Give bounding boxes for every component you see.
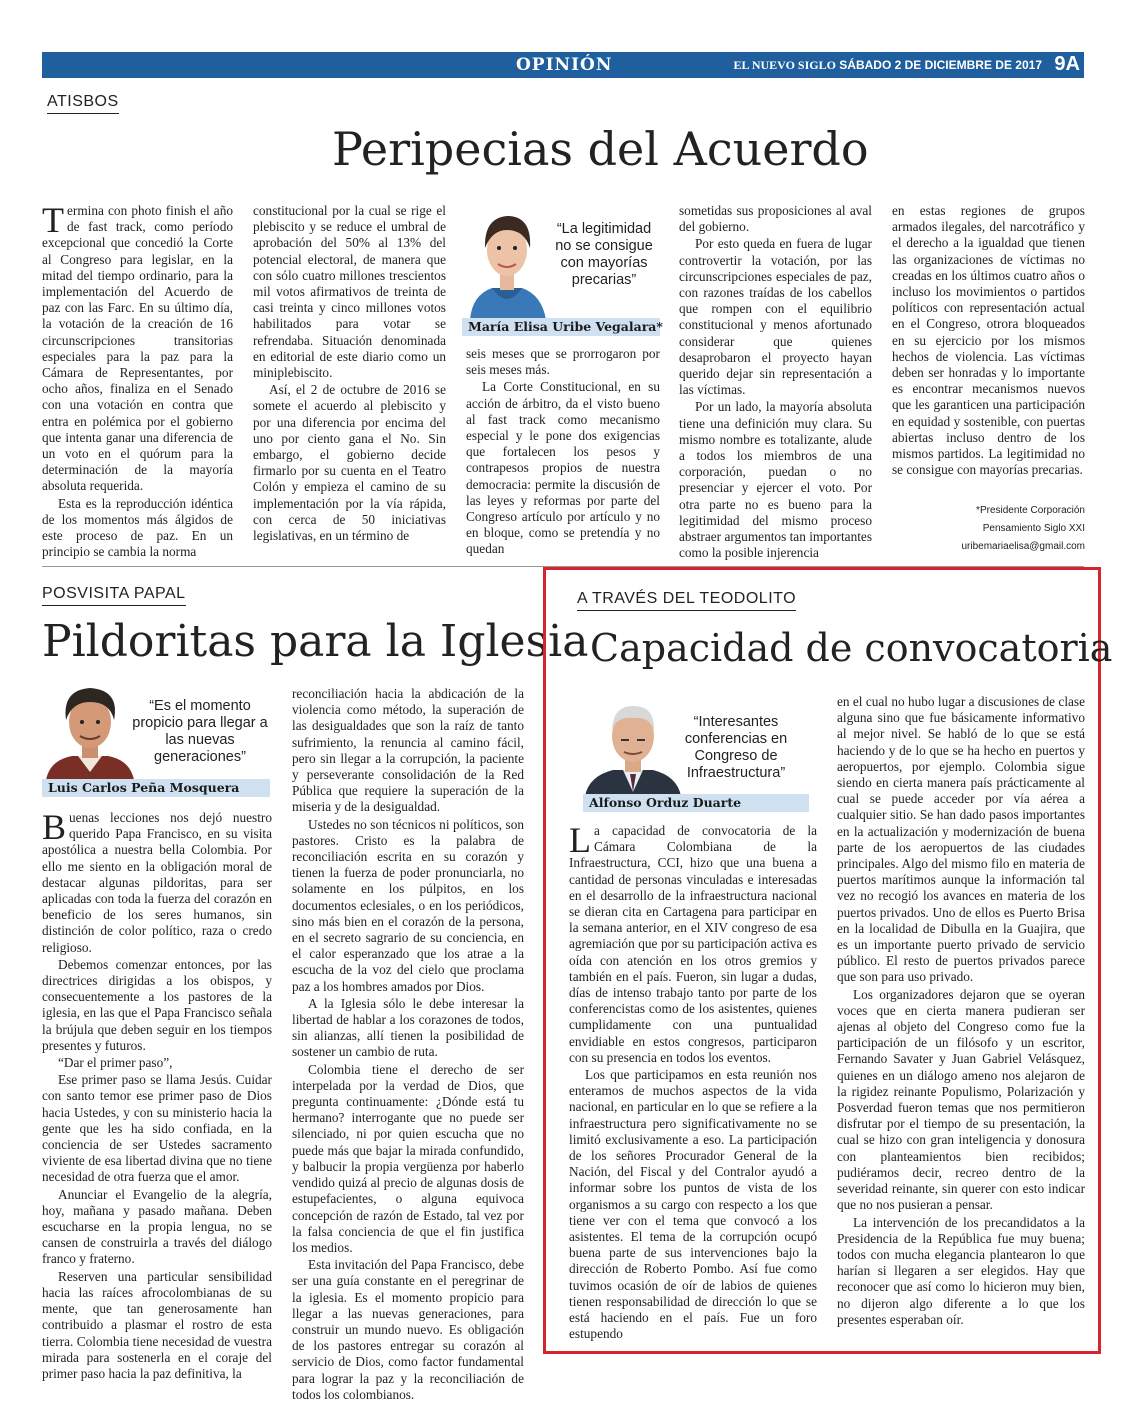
article1-signature <box>892 502 1085 556</box>
article3-author-name: Alfonso Orduz Duarte <box>583 794 809 812</box>
article1-headline: Peripecias del Acuerdo <box>332 122 869 176</box>
article3-col1-p2: Los que participamos en esta reunión nos enteramos de muchos aspectos de la vida nacional, en particular en lo que se refiere a la infraestructura pero significativamente no se limitó exclusivamente a eso. La participación de los señores Procurador General de la Nación, del Fiscal y del Contralor ayudó a informar sobre los puntos de vista de los organismos a su cargo con respecto a los que tiene ver con el tema que convocó a los asistentes. El tema de la corrupción ocupó buena parte de sus intervenciones bajo la dirección de Roberto Pombo. Así fue como tuvimos ocasión de oír de labios de quienes tienen responsabilidad de dirección lo que se está haciendo en el país. Fue un foro estupendo <box>569 1067 817 1342</box>
article3-col2-p3: La intervención de los precandidatos a la Presidencia de la República fue muy buena; todos con mucha elegancia plantearon lo que harían si llegaren a ser elegidos. Hay que reconocer que así como lo hicieron muy bien, no dijeron algo diferente a lo que los presentes esperaban oír. <box>837 1214 1085 1327</box>
article1-column-5 <box>892 203 1085 503</box>
article3-dropcap: L <box>569 820 591 860</box>
article3-column-1 <box>569 820 817 1345</box>
article2-kicker: POSVISITA PAPAL <box>42 585 186 606</box>
article3-col1-p1: a capacidad de convocatoria de la Cámara Colombiana de la Infraestructura, CCI, hizo que una buena a cantidad de personas vinculadas e interesadas en el desarrollo de la infraestructura nacional se dieran cita en Cartagena para participar en la semana anterior, en el XIV congreso de esa agremiación que por su participación activa es oída con atención en los otros gremios y también en el país. Fueron, sin lugar a dudas, días de intenso trabajo tanto por parte de los conferencistas como de los asistentes, quienes cumplidamente con una puntualidad envidiable en estos congresos, participaron con su presencia en todos los eventos. <box>569 823 817 1065</box>
article1-author-name: María Elisa Uribe Vegalara* <box>462 318 660 336</box>
article2-col2-p3: A la Iglesia sólo le debe interesar la libertad de hablar a los corazones de todos, sin alianzas, allí tienen la posibilidad de sostener un cambio de ruta. <box>292 995 524 1060</box>
article3-col2-p1: en el cual no hubo lugar a discusiones de clase alguna sino que fue básicamente informativo al mejor nivel. Se habló de lo que se está haciendo y de lo que se ha hecho en puertos y aeropuertos, por ejemplo. Colombia sigue siendo en cierta manera país prácticamente al cual se puede acceder por vía aérea a cualquier sitio. Se han dado pasos importantes en la actualización y modernización de buena parte de los aeropuertos de las ciudades principales. Algo del mismo filo en materia de puertos marítimos aunque la información tal vez no recogió los avances en materia de los puertos privados. Uno de ellos es Puerto Brisa en la localidad de Dibulla en la Guajira, que es un importante puerto privado de servicio público. El resto de puertos privados parece que son para uso privado. <box>837 694 1085 985</box>
article2-col2-p1: reconciliación hacia la abdicación de la violencia como método, la superación de las desigualdades que son la raíz de tanto sufrimiento, la renuncia al camino fácil, pero sin llegar a la corrupción, la paciente y perseverante consolidación de la Red Pública que requiere la superación de la miseria y de la desigualdad. <box>292 686 524 815</box>
article2-headline: Pildoritas para la Iglesia <box>42 616 589 667</box>
article3-col2-p2: Los organizadores dejaron que se oyeran voces que en cierta manera pudieran ser ajenas al objeto del Congreso como fue la participación de un filósofo y un escritor, Fernando Savater y Juan Gabriel Velásquez, quienes en un diálogo ameno nos alejaron de la rigidez reinante Populismo, Polarización y Posverdad fueron temas que nos permitieron disfrutar por el tiempo de su presentación, la cual se hizo con gran inteligencia y donosura con planteamientos bien recibidos; pudiéramos decir, recreo dentro de la severidad reinante, sin querer con esto indicar que no nos pusieran a pensar. <box>837 986 1085 1213</box>
article2-dropcap: B <box>42 807 67 847</box>
paper-dateline <box>733 58 1042 73</box>
article1-col3-p2: La Corte Constitucional, en su acción de árbitro, da el visto bueno al fast track como mecanismo especial y le pone dos exigencias que fortalecen los pesos y contrapesos propios de nuestra democracia: permite la discusión de las leyes y reformas por parte del Congreso artículo por artículo y no en bloque, como se pretendía y no quedan <box>466 379 660 557</box>
article2-col1-p1: uenas lecciones nos dejó nuestro querido Papa Francisco, en su visita apostólica a nuestra bella Colombia. Por ello me siento en la obligación moral de destacar algunas pildoritas, para ser aplicadas con toda la fuerza del corazón en beneficio de los seres humanos, sin distinción de color político, raza o credo religioso. <box>42 810 272 955</box>
article1-kicker: ATISBOS <box>47 93 119 114</box>
article1-column-3 <box>466 346 660 557</box>
article2-col1-p4: Ese primer paso se llama Jesús. Cuidar con santo temor ese primer paso de Dios hacia Ustedes, y con su ministerio hacia la gente que les ha sido confiada, en la conciencia de ser Ustedes sacramento viviente de esa libertad divina que no tiene necesidad de otra fuerza que el amor. <box>42 1072 272 1185</box>
article1-col2-p2: Así, el 2 de octubre de 2016 se somete el acuerdo al plebiscito y por una diferencia por encima del uno por ciento gana el No. Sin embargo, el gobierno decide firmarlo por su cuenta en el Teatro Colón y empieza el camino de su implementación por la vía rápida, con cerca de 50 iniciativas legislativas, en un término de <box>253 382 446 544</box>
section-header-bar <box>42 52 1084 78</box>
article3-pull-quote: “Interesantes conferencias en Congreso de Infraestructura” <box>684 714 788 781</box>
article1-col1-p1: ermina con photo finish el año de fast track, como período excepcional que concedió la Corte al Congreso para legislar, en la mitad del tiempo ordinario, para la implementación del Acuerdo de paz con las Farc. En su último día, la votación de la creación de 16 circunscripciones transitorias especiales para la paz para la Cámara de Representantes, por ocho años, finaliza en el Senado con una votación en contra que entra en polémica por el gobierno que intenta ganar una diferencia de un voto en el quórum para la determinación de la mayoría absoluta requerida. <box>42 203 233 494</box>
author-photo-orduz <box>583 692 683 796</box>
issue-date: SÁBADO 2 DE DICIEMBRE DE 2017 <box>839 58 1042 72</box>
article2-pull-quote: “Es el momento propicio para llegar a las nuevas generaciones” <box>132 698 268 765</box>
article1-col2-p1: constitucional por la cual se rige el plebiscito y se reduce el umbral de aprobación del 50% al 13% del potencial electoral, de manera que con sólo cuatro millones trescientos mil votos afirmativos de treinta de casi treinta y cinco millones votos habilitados para votar se refrendaba. Situación denominada en editorial de este diario como un miniplebiscito. <box>253 203 446 381</box>
article1-column-2 <box>253 203 446 553</box>
article1-col4-p2: Por esto queda en fuera de lugar controvertir la votación, por las circunscripciones especiales de paz, con razones traídas de los cabellos que rompen con el equilibrio constitucional y menos afortunado considerar que quienes desaprobaron el proyecto hayan querido dejar sin representación a las víctimas. <box>679 236 872 398</box>
signature-email: uribemariaelisa@gmail.com <box>961 541 1085 552</box>
article2-col2-p2: Ustedes no son técnicos ni políticos, son pastores. Cristo es la palabra de reconciliación escrita en su corazón y tienen la fuerza de poder pronunciarla, no solamente en los púlpitos, en los documentos eclesiales, o en los periódicos, sino más bien en el corazón de la persona, en el secreto sagrario de su conciencia, en el calor esperanzado que los atrae a la escucha de la voz del cielo que proclama paz a los hombres amados por Dios. <box>292 816 524 994</box>
article2-col1-p3: “Dar el primer paso”, <box>58 1055 173 1071</box>
article2-author-name: Luis Carlos Peña Mosquera <box>42 779 270 797</box>
article1-column-1 <box>42 200 233 560</box>
article2-col1-p6: Reserven una particular sensibilidad hacia las raíces afrocolombianas de su mente, que tan generosamente han contribuido a plasmar el rostro de esta tierra. Colombia tiene necesidad de vuestra mirada para sostenerla en el coraje del primer paso hacia la paz definitiva, la <box>42 1268 272 1381</box>
article2-col1-p2: Debemos comenzar entonces, por las directrices dirigidas a los obispos, y consecuentemente a los pastores de la iglesia, en las que el Papa Francisco señala la brújula que deben seguir en los tiempos presentes y futuros. <box>42 956 272 1053</box>
article1-dropcap: T <box>42 200 64 240</box>
article1-pull-quote: “La legitimidad no se consigue con mayorías precarias” <box>555 221 653 288</box>
article1-col4-p1: sometidas sus proposiciones al aval del gobierno. <box>679 203 872 235</box>
article3-kicker: A TRAVÉS DEL TEODOLITO <box>577 590 796 611</box>
signature-line-1: *Presidente Corporación <box>976 505 1085 516</box>
article3-headline: Capacidad de convocatoria <box>590 626 1113 670</box>
article2-col1-p5: Anunciar el Evangelio de la alegría, hoy, mañana y pasado mañana. Deben escucharse en la propia lengua, no se cansen de construirla a través del diálogo franco y fraterno. <box>42 1186 272 1267</box>
article2-col2-p5: Esta invitación del Papa Francisco, debe ser una guía constante en el peregrinar de la iglesia. Es el momento propicio para llegar a las nuevas generaciones, para construir un mundo nuevo. Es obligación de los pastores entregar su corazón al servicio de Dios, como factor fundamental para lograr la paz y la reconciliación de todos los colombianos. <box>292 1257 524 1402</box>
article2-column-1 <box>42 807 272 1381</box>
article1-col5-p1: en estas regiones de grupos armados ilegales, del narcotráfico y el derecho a la igualdad que tienen las organizaciones de víctimas no creadas en los últimos cuatro años o incluso los movimientos o partidos políticos con representación actual en el Congreso, otrora bloqueados en su ejercicio por los mismos hechos de violencia. Las víctimas deben ser honradas y lo importante es encontrar mecanismos nuevos que les garanticen una participación en equidad y sostenible, con puertas abiertas incluso dentro de los mismos partidos. La legitimidad no se consigue con mayorías precarias. <box>892 203 1085 478</box>
article3-column-2 <box>837 694 1085 1346</box>
article1-col1-p2: Esta es la reproducción idéntica de los momentos más álgidos de este proceso de paz. En un principio se cambia la norma <box>42 495 233 560</box>
author-photo-pena <box>42 680 138 780</box>
signature-line-2: Pensamiento Siglo XXI <box>982 523 1085 534</box>
article2-col2-p4: Colombia tiene el derecho de ser interpelada por la verdad de Dios, que pregunta continuamente: ¿Dónde está tu hermano? interrogante que no puede ser silenciado, ni por quien escucha que no puede más que bajar la mirada confundido, y balbucir la propia vergüenza por haberlo vendido quizá al precio de algunas dosis de estupefacientes, o alguna equivoca concepción de razón de Estado, tal vez por la falsa conciencia de que el fin justifica los medios. <box>292 1061 524 1255</box>
author-photo-uribe <box>462 200 552 320</box>
page-number: 9A <box>1054 53 1080 75</box>
article1-col3-p1: seis meses que se prorrogaron por seis meses más. <box>466 346 660 378</box>
section-name: OPINIÓN <box>516 55 613 75</box>
paper-name: EL NUEVO SIGLO <box>733 58 836 72</box>
article1-column-4 <box>679 203 872 561</box>
article2-column-2 <box>292 686 524 1402</box>
article1-col4-p3: Por un lado, la mayoría absoluta tiene una definición muy clara. Su mismo nombre es totalizante, alude a todos los miembros de una corporación, puedan o no presenciar y ejercer el voto. Por otra parte no es bueno para la legitimidad del mismo proceso abstraer argumentos tan importantes como la posible injerencia <box>679 399 872 561</box>
